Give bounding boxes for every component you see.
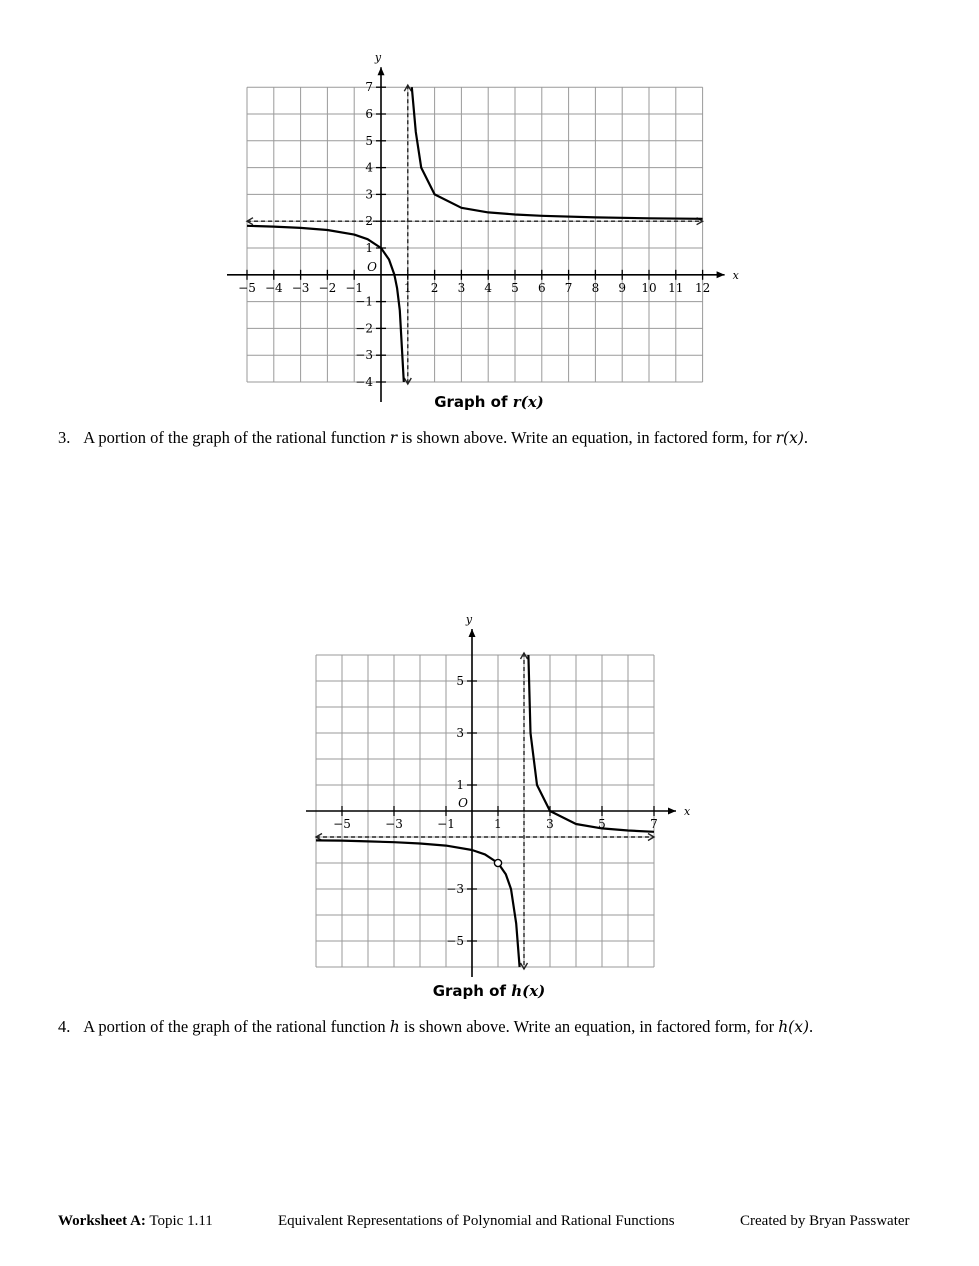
- chart-r-caption: Graph of r(x): [434, 393, 544, 411]
- y-axis-arrow: [378, 67, 385, 75]
- question-4: 4. A portion of the graph of the rational function h is shown above. Write an equation, in factored form, for h(x).: [58, 1017, 814, 1036]
- y-tick-label: 4: [365, 160, 373, 175]
- x-tick-label: 5: [598, 817, 606, 831]
- footer-author: Created by Bryan Passwater: [740, 1213, 910, 1229]
- x-tick-label: −1: [437, 817, 455, 831]
- y-tick-label: 1: [456, 778, 464, 792]
- x-tick-label: 3: [457, 280, 466, 295]
- y-tick-label: −5: [446, 934, 464, 948]
- function-curve: [412, 87, 703, 219]
- footer-worksheet: Worksheet A: Topic 1.11: [58, 1213, 213, 1229]
- y-tick-label: −1: [355, 294, 373, 309]
- y-tick-label: 5: [365, 133, 373, 148]
- chart-r-graph: [220, 50, 740, 395]
- x-tick-label: 11: [668, 280, 684, 295]
- x-tick-label: −2: [318, 280, 337, 295]
- function-curve: [316, 840, 520, 967]
- origin-label: O: [458, 796, 468, 810]
- y-tick-label: −4: [355, 375, 373, 389]
- x-tick-label: −3: [385, 817, 403, 831]
- x-tick-label: 9: [618, 280, 627, 295]
- y-tick-label: −2: [355, 321, 373, 336]
- question-3: 3. A portion of the graph of the rational function r is shown above. Write an equation, in factored form, for r(x).: [58, 428, 808, 447]
- x-axis-arrow: [717, 271, 725, 278]
- function-curve: [528, 655, 654, 832]
- y-axis-label: y: [374, 51, 382, 65]
- x-tick-label: 6: [537, 280, 546, 295]
- y-tick-label: 3: [365, 187, 373, 202]
- x-tick-label: −5: [238, 280, 256, 295]
- x-tick-label: 8: [591, 280, 600, 295]
- x-tick-label: −5: [333, 817, 351, 831]
- x-tick-label: −4: [264, 280, 283, 295]
- y-tick-label: −3: [446, 882, 464, 896]
- y-tick-label: 3: [456, 726, 464, 740]
- y-tick-label: −3: [355, 348, 373, 363]
- x-tick-label: 3: [546, 817, 554, 831]
- chart-h-caption: Graph of h(x): [432, 982, 546, 1000]
- footer-topic-title: Equivalent Representations of Polynomial and Rational Functions: [278, 1213, 675, 1229]
- chart-h-graph: [295, 612, 695, 977]
- x-tick-label: 4: [484, 280, 493, 295]
- y-tick-label: 1: [365, 241, 373, 255]
- x-axis-label: x: [732, 268, 739, 282]
- x-tick-label: 7: [650, 817, 658, 831]
- x-tick-label: 12: [694, 280, 711, 295]
- x-tick-label: −1: [345, 280, 364, 295]
- x-tick-label: 1: [494, 817, 502, 831]
- x-tick-label: 2: [430, 280, 439, 295]
- y-tick-label: 7: [365, 80, 373, 95]
- x-tick-label: 1: [403, 280, 412, 295]
- x-axis-arrow: [668, 808, 676, 815]
- y-axis-label: y: [465, 613, 473, 626]
- y-tick-label: 6: [365, 107, 373, 121]
- x-tick-label: 5: [511, 280, 519, 295]
- y-tick-label: 5: [456, 674, 464, 688]
- y-axis-arrow: [469, 629, 476, 637]
- x-axis-label: x: [684, 805, 691, 818]
- hole-point: [494, 859, 501, 866]
- x-tick-label: 7: [564, 280, 573, 295]
- origin-label: O: [367, 259, 377, 274]
- x-tick-label: 10: [641, 280, 657, 295]
- y-tick-label: 2: [365, 214, 373, 229]
- x-tick-label: −3: [291, 280, 310, 295]
